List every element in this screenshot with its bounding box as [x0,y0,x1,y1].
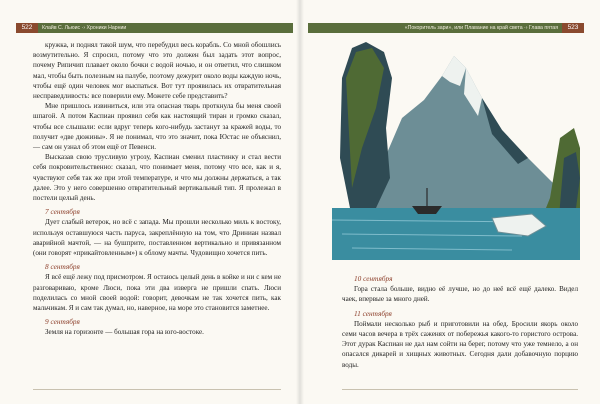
left-page-number: 522 [16,23,38,33]
entry-text: Поймали несколько рыб и приготовили на обед. Бросили якорь около семи часов вечера в трёх саженях от побережья какого-то гористого острова. Этот дурак Каспиан не дал нам сойти на берег, потому что уже темнело, а он опасался дикарей и хищных животных. Сегодня дали добавочную порцию воды. [342,319,578,369]
entry-text: Дует слабый ветерок, но всё с запада. Мы прошли несколько миль к востоку, используя оставшуюся часть паруса, закреплённую на том, что Дриниан назвал аварийной мачтой, — на бушприте, поставленном вертикально и привязанном (они говорят «прикайтовленным») к облому мачты. Чудовищно хочется пить. [33,218,281,258]
entry-text: Земля на горизонте — большая гора на юго-востоке. [45,328,204,337]
left-footer-rule [33,389,281,390]
left-header-title: Клайв С. Льюис ·› Хроники Нарнии [42,25,127,31]
entry-date: 10 сентября [354,274,393,283]
book-gutter [296,0,304,404]
mountain-island-illustration [332,38,580,260]
right-running-header [308,23,584,33]
right-page-number: 523 [562,23,584,33]
entry-text: Гора стала больше, видно её лучше, но до неё всё ещё далеко. Видел чаек, впервые за много дней. [342,285,578,304]
right-page [300,0,600,404]
entry-date: 11 сентября [354,308,392,318]
entry-date: 7 сентября [45,207,80,217]
paragraph: Мне пришлось извиниться, или эта опасная тварь проткнула бы меня своей шпагой. А потом Каспиан проявил себя как настоящий тиран и громко сказал, чтобы все слышали: если вдруг теперь кого-нибудь застанут за кражей воды, то получит «две дюжины». Я не понимал, что это значит, пока Юстас не объяснил, — сам он узнал об этом ещё от Певенси. [33,102,281,152]
paragraph: кружка, и поднял такой шум, что перебудил весь корабль. Со мной обошлись возмутительно. Я спросил, потому что это должен был задать этот вопрос, почему Рипичип плавает около бочки с водой ночью, и он ответил, что слишком мал, чтобы быть полезным на палубе, поэтому дежурит около воды каждую ночь, чтобы ещё один человек мог выспаться. Вот тут проявилась их отвратительная несправедливость: все поверили ему. Можете себе представить? [33,41,281,101]
left-running-header [16,23,293,33]
right-body-text [342,270,578,370]
entry-date: 9 сентября [45,317,80,327]
entry-date: 8 сентября [45,262,80,272]
left-body-text [33,40,281,338]
entry-text: Я всё ещё лежу под присмотром. Я остаюсь целый день в койке и ни с кем не разговариваю, кроме Люси, пока эти два изверга не пришли спать. Люси поделилась со мной своей водой: говорит, девочкам не так хочется пить, как мальчикам. Я и сам так думал, но, наверное, на море это становится заметнее. [33,273,281,313]
paragraph: Высказав свою трусливую угрозу, Каспиан сменил пластинку и стал вести себя покровительственно: сказал, что понимает меня, потому что все, как и я, чувствуют себя так же при этой температуре, и что мы должны держаться, а так далее. Это у него совершенно отвратительный вертикальный тип. Я пролежал в постели целый день. [33,153,281,203]
right-header-title: «Покоритель зари», или Плавание на край света ·› Глава пятая [404,25,558,31]
right-footer-rule [342,389,578,390]
